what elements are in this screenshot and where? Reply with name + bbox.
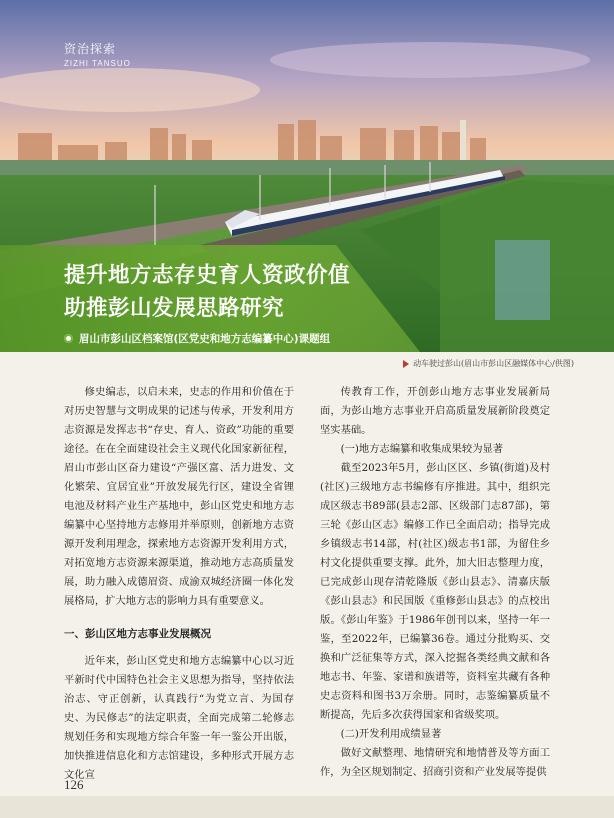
author-line (64, 331, 330, 346)
section-name-cn: 资治探索 (64, 42, 117, 56)
caption-marker-icon (403, 360, 409, 368)
left-column (64, 383, 294, 785)
article-title-line-1: 提升地方志存史育人资政价值 (64, 263, 351, 288)
page-number: 126 (64, 777, 84, 792)
caption-text: 动车驶过彭山(眉山市彭山区融媒体中心/供图) (413, 359, 574, 368)
right-column (320, 383, 550, 782)
section-name-en: ZIZHI TANSUO (64, 59, 131, 68)
subsection-heading: (一)地方志编纂和收集成果较为显著 (340, 443, 504, 455)
author-name: 眉山市彭山区档案馆(区党史和地方志编纂中心)课题组 (79, 333, 331, 345)
paragraph: 近年来，彭山区党史和地方志编纂中心以习近平新时代中国特色社会主义思想为指导，坚持依法治志、守正创新，认真践行“为党立言、为国存史、为民修志”的法定职责，全面完成第二轮修志规划任务和实现地方综合年鉴一年一鉴公开出版，加快推进信息化和方志馆建设，多种形式开展方志文化宣 (64, 655, 294, 781)
paragraph: 传教育工作，开创彭山地方志事业发展新局面，为彭山地方志事业开启高质量发展新阶段奠定坚实基础。 (320, 386, 550, 436)
section-heading: 一、彭山区地方志事业发展概况 (64, 628, 211, 640)
photo-caption (403, 358, 574, 369)
paragraph: 截至2023年5月，彭山区区、乡镇(街道)及村(社区)三级地方志书编修有序推进。其中，组织完成区级志书89部(县志2部、区级部门志87部)，第三轮《彭山区志》编修工作已全面启动；指导完成乡镇级志书14部，村(社区)级志书1部，为留住乡村文化提供重要支撑。此外，加大旧志整理力度，已完成彭山现存清乾隆版《彭山县志》、清嘉庆版《彭山县志》和民国版《重修彭山县志》的点校出版。《彭山年鉴》于1986年创刊以来，坚持一年一鉴，至2022年，已编纂36卷。通过分批购买、交换和广泛征集等方式，深入挖掘各类经典文献和各地志书、年鉴、家谱和族谱等，资料室共藏有各种史志资料和图书3万余册。同时，志鉴编纂质量不断提高，先后多次获得国家和省级奖项。 (320, 462, 550, 721)
subsection-heading: (二)开发利用成绩显著 (340, 728, 442, 740)
article-title-line-2: 助推彭山发展思路研究 (64, 296, 285, 321)
paragraph: 修史编志，以启未来，史志的作用和价值在于对历史智慧与文明成果的记述与传承，开发利用方志资源是发挥志书“存史、育人、资政”功能的重要途径。在在全面建设社会主义现代化国家新征程，眉山市彭山区奋力建设“产强区富、活力进发、文化繁荣、宜居宜业”开放发展先行区，建设全省锂电池及材料产业生产基地中，彭山区党史和地方志编纂中心坚持地方志修用并举原则，创新地方志资源开发利用理念，探索地方志资源开发利用方式，对拓宽地方志资源来源渠道，推动地方志高质量发展，助力融入成德眉资、成渝双城经济圈一体化发展格局，扩大地方志的影响力具有重要意义。 (64, 386, 294, 607)
section-tag (64, 40, 131, 68)
paragraph: 做好文献整理、地情研究和地情普及等方面工作，为全区规划制定、招商引资和产业发展等提供 (320, 747, 550, 778)
bullet-icon (64, 334, 73, 343)
page-footer (0, 796, 614, 818)
article-title (64, 259, 350, 325)
